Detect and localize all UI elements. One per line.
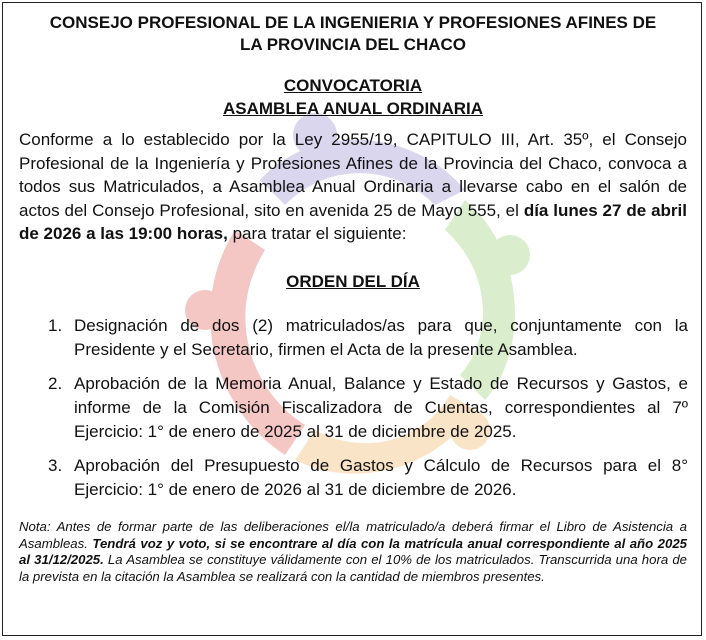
agenda-item-text: Designación de dos (2) matriculados/as para que, conjuntamente con la Presidente y el Secretario, firmen el Acta de la presente Asamblea. — [74, 316, 688, 359]
agenda-item — [48, 454, 688, 502]
note-bold-text: Tendrá voz y voto, si se encontrare al día con la matrícula anual correspondiente al año 2025 al 31/12/2025. — [19, 535, 687, 568]
agenda-item — [48, 372, 688, 444]
intro-text-start: Conforme a lo establecido por la Ley 2955/19, CAPITULO III, Art. 35º, el Consejo Profesional de la Ingeniería y Profesiones Afines de la Provincia del Chaco, convoca a todos sus Matriculados, a Asamblea Anual Ordinaria a llevarse cabo en el salón de actos del Consejo Profesional, sito en avenida 25 de Mayo 555, el — [19, 130, 687, 220]
intro-text-end: para tratar el siguiente: — [227, 224, 407, 244]
footnote — [19, 519, 687, 585]
asamblea-heading: ASAMBLEA ANUAL ORDINARIA — [222, 99, 484, 118]
agenda-item-number: 2. — [48, 374, 63, 393]
agenda-list — [48, 314, 688, 512]
note-text-1: Nota: Antes de formar parte de las deliberaciones el/la matriculado/a deberá firmar el Libro de Asistencia a Asambleas. — [19, 519, 687, 551]
agenda-item-number: 3. — [48, 456, 63, 475]
meeting-date: día lunes 27 de abril de 2026 a las 19:00 horas, — [19, 200, 687, 244]
agenda-item — [48, 314, 688, 362]
note-text-2: La Asamblea se constituye válidamente con el 10% de los matriculados. Transcurrida una hora de la prevista en la citación la Asamblea se realizará con la cantidad de miembros presentes. — [19, 552, 687, 584]
convocatoria-heading: CONVOCATORIA — [283, 76, 423, 95]
org-line-1: CONSEJO PROFESIONAL DE LA INGENIERIA Y PROFESIONES AFINES DE — [49, 13, 657, 32]
intro-paragraph — [19, 128, 687, 246]
orden-del-dia-heading: ORDEN DEL DÍA — [286, 272, 420, 291]
agenda-item-number: 1. — [48, 316, 63, 335]
agenda-item-text: Aprobación de la Memoria Anual, Balance y Estado de Recursos y Gastos, e informe de la Comisión Fiscalizadora de Cuentas, correspondientes al 7º Ejercicio: 1° de enero de 2025 al 31 de diciembre de 2025. — [74, 374, 688, 441]
org-line-2: LA PROVINCIA DEL CHACO — [239, 35, 467, 54]
organization-title — [20, 12, 686, 56]
agenda-item-text: Aprobación del Presupuesto de Gastos y Cálculo de Recursos para el 8° Ejercicio: 1° de enero de 2026 al 31 de diciembre de 2026. — [74, 456, 688, 499]
